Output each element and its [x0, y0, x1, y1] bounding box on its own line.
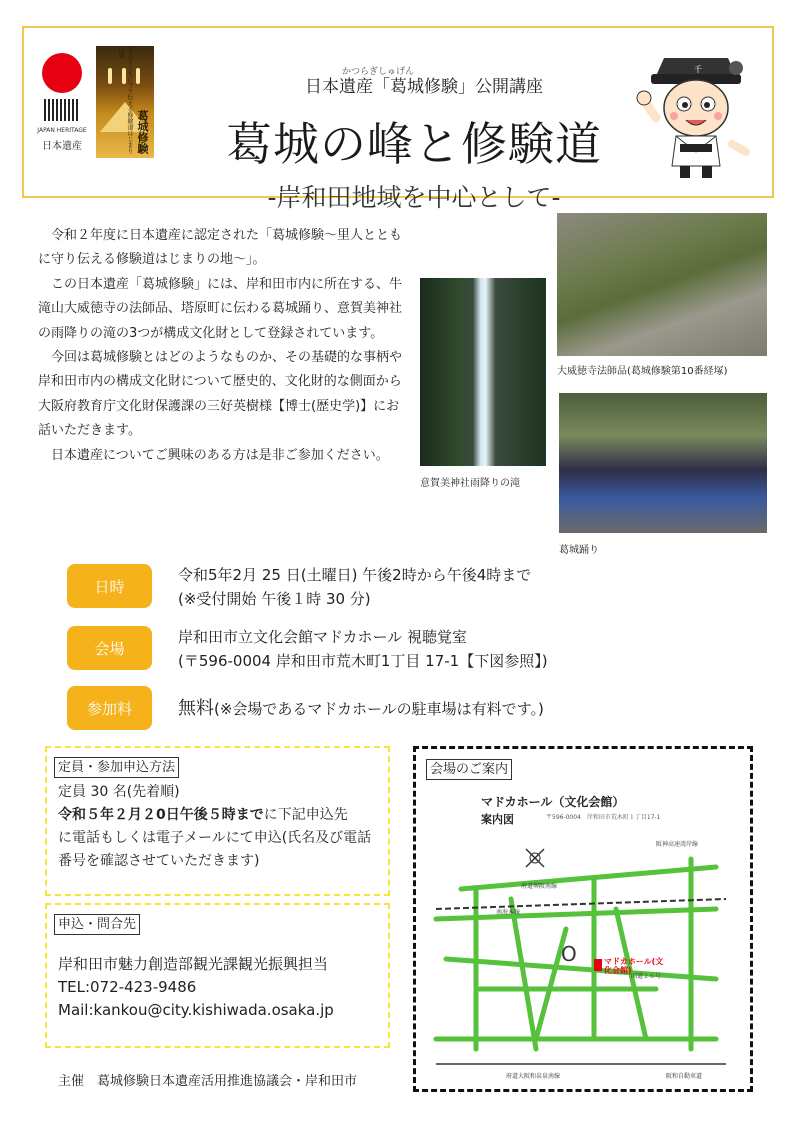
- venue-address: (〒596-0004 岸和田市荒木町1丁目 17-1【下図参照】): [178, 652, 548, 670]
- intro-paragraph: 日本遺産についてご興味のある方は是非ご参加ください。: [51, 447, 389, 463]
- contact-tel[interactable]: TEL:072-423-9486: [58, 978, 197, 996]
- map-title: 会場のご案内: [426, 759, 512, 780]
- venue-info: [178, 625, 548, 673]
- fee-main: 無料: [178, 698, 214, 719]
- contact-text: [47, 935, 388, 1022]
- logo2-title: 葛城修験: [136, 110, 149, 154]
- page-subtitle: -岸和田地域を中心として-: [267, 183, 561, 212]
- japan-heritage-logo: [37, 48, 87, 158]
- title-ruby: かつらぎしゅげん: [342, 67, 415, 77]
- map-heading: マドカホール（文化会館）: [481, 795, 625, 809]
- map-venue-label: マドカホール(文化会館): [604, 957, 664, 975]
- logo-light-icon: [108, 68, 112, 84]
- deadline-rest: に下記申込先: [263, 807, 348, 823]
- method-line: に電話もしくは電子メールにて申込(氏名及び電話: [58, 830, 372, 846]
- map-label: 阪和自動車道: [666, 1073, 703, 1080]
- date-info: [178, 563, 531, 611]
- svg-text:O: O: [561, 942, 577, 966]
- intro-paragraph: 今回は葛城修験とはどのようなものか、その基礎的な事柄や岸和田市内の構成文化財について歴史的、文化財的な側面から大阪府教育庁文化財保護課の三好英樹様【博士(歴史学)】にお話いただきます。: [38, 350, 403, 439]
- map-label: 府道大阪和泉泉南線: [506, 1073, 561, 1080]
- deadline: 令和５年２月２0日午後５時まで: [58, 807, 264, 823]
- header-banner: [22, 26, 774, 212]
- page-title: 葛城の峰と修験道: [226, 117, 602, 171]
- venue-map: [413, 746, 753, 1092]
- intro-paragraph: 令和２年度に日本遺産に認定された「葛城修験～里人とともに守り伝える修験道はじまりの地～」。: [38, 228, 403, 268]
- stone-monument-photo: [557, 213, 767, 356]
- logo-light-icon: [136, 68, 140, 84]
- contact-mail[interactable]: Mail:kankou@city.kishiwada.osaka.jp: [58, 1001, 334, 1019]
- fee-info: [178, 697, 544, 721]
- mascot-character-icon: [636, 48, 756, 183]
- svg-text:千: 千: [694, 65, 702, 74]
- logo2-sub: 里人とともに守り伝える修験道はじまりの地: [117, 46, 133, 154]
- venue-line: 岸和田市立文化会館マドカホール 視聴覚室: [178, 628, 468, 646]
- capacity-title: 定員・参加申込方法: [54, 757, 179, 778]
- waterfall-photo: [420, 278, 546, 466]
- venue-label-badge: 会場: [67, 626, 152, 670]
- deadline-line: [58, 804, 388, 827]
- contact-box: [45, 903, 390, 1048]
- katsuragi-shugen-logo: [96, 46, 154, 158]
- date-line: 令和5年2月 25 日(土曜日) 午後2時から午後4時まで: [178, 566, 532, 584]
- map-label: 南海本線: [496, 909, 521, 916]
- dance-caption: 葛城踊り: [559, 545, 599, 556]
- fee-label-badge: 参加料: [67, 686, 152, 730]
- map-drawing: [416, 749, 750, 1089]
- map-subheading: 案内図: [481, 813, 514, 826]
- intro-text: [38, 224, 402, 468]
- contact-dept: 岸和田市魅力創造部観光課観光振興担当: [58, 955, 329, 973]
- rising-sun-icon: [42, 53, 82, 93]
- method-line: 番号を確認させていただきます): [58, 853, 260, 869]
- stones-caption: 大威徳寺法師品(葛城修験第10番経塚): [557, 366, 728, 377]
- intro-paragraph: この日本遺産「葛城修験」には、岸和田市内に所在する、牛滝山大威徳寺の法師品、塔原町に伝わる葛城踊り、意賀美神社の雨降りの滝の3つが構成文化財として登録されています。: [38, 276, 403, 341]
- capacity-box: [45, 746, 390, 896]
- map-label: 国道２６号: [631, 973, 662, 980]
- capacity-text: [47, 778, 388, 873]
- organizer-footer: 主催 葛城修験日本遺産活用推進協議会・岸和田市: [58, 1074, 358, 1089]
- map-label: 阪神高速湾岸線: [656, 841, 699, 848]
- pre-title: 日本遺産「葛城修験」公開講座: [305, 77, 543, 97]
- capacity-line: 定員 30 名(先着順): [58, 784, 180, 800]
- logo-small-text: JAPAN HERITAGE: [37, 127, 87, 134]
- map-label: 府道堺阪南線: [521, 883, 558, 890]
- contact-title: 申込・問合先: [54, 914, 140, 935]
- date-label-badge: 日時: [67, 564, 152, 608]
- map-address: 〒596-0004 岸和田市荒木町１丁目17-1: [546, 814, 661, 821]
- logo-caption: 日本遺産: [42, 141, 82, 152]
- fee-note: (※会場であるマドカホールの駐車場は有料です。): [214, 700, 544, 718]
- dance-photo: [559, 393, 767, 533]
- heritage-lines-icon: [44, 99, 80, 121]
- reception-line: (※受付開始 午後１時 30 分): [178, 590, 371, 608]
- waterfall-caption: 意賀美神社雨降りの滝: [420, 478, 520, 489]
